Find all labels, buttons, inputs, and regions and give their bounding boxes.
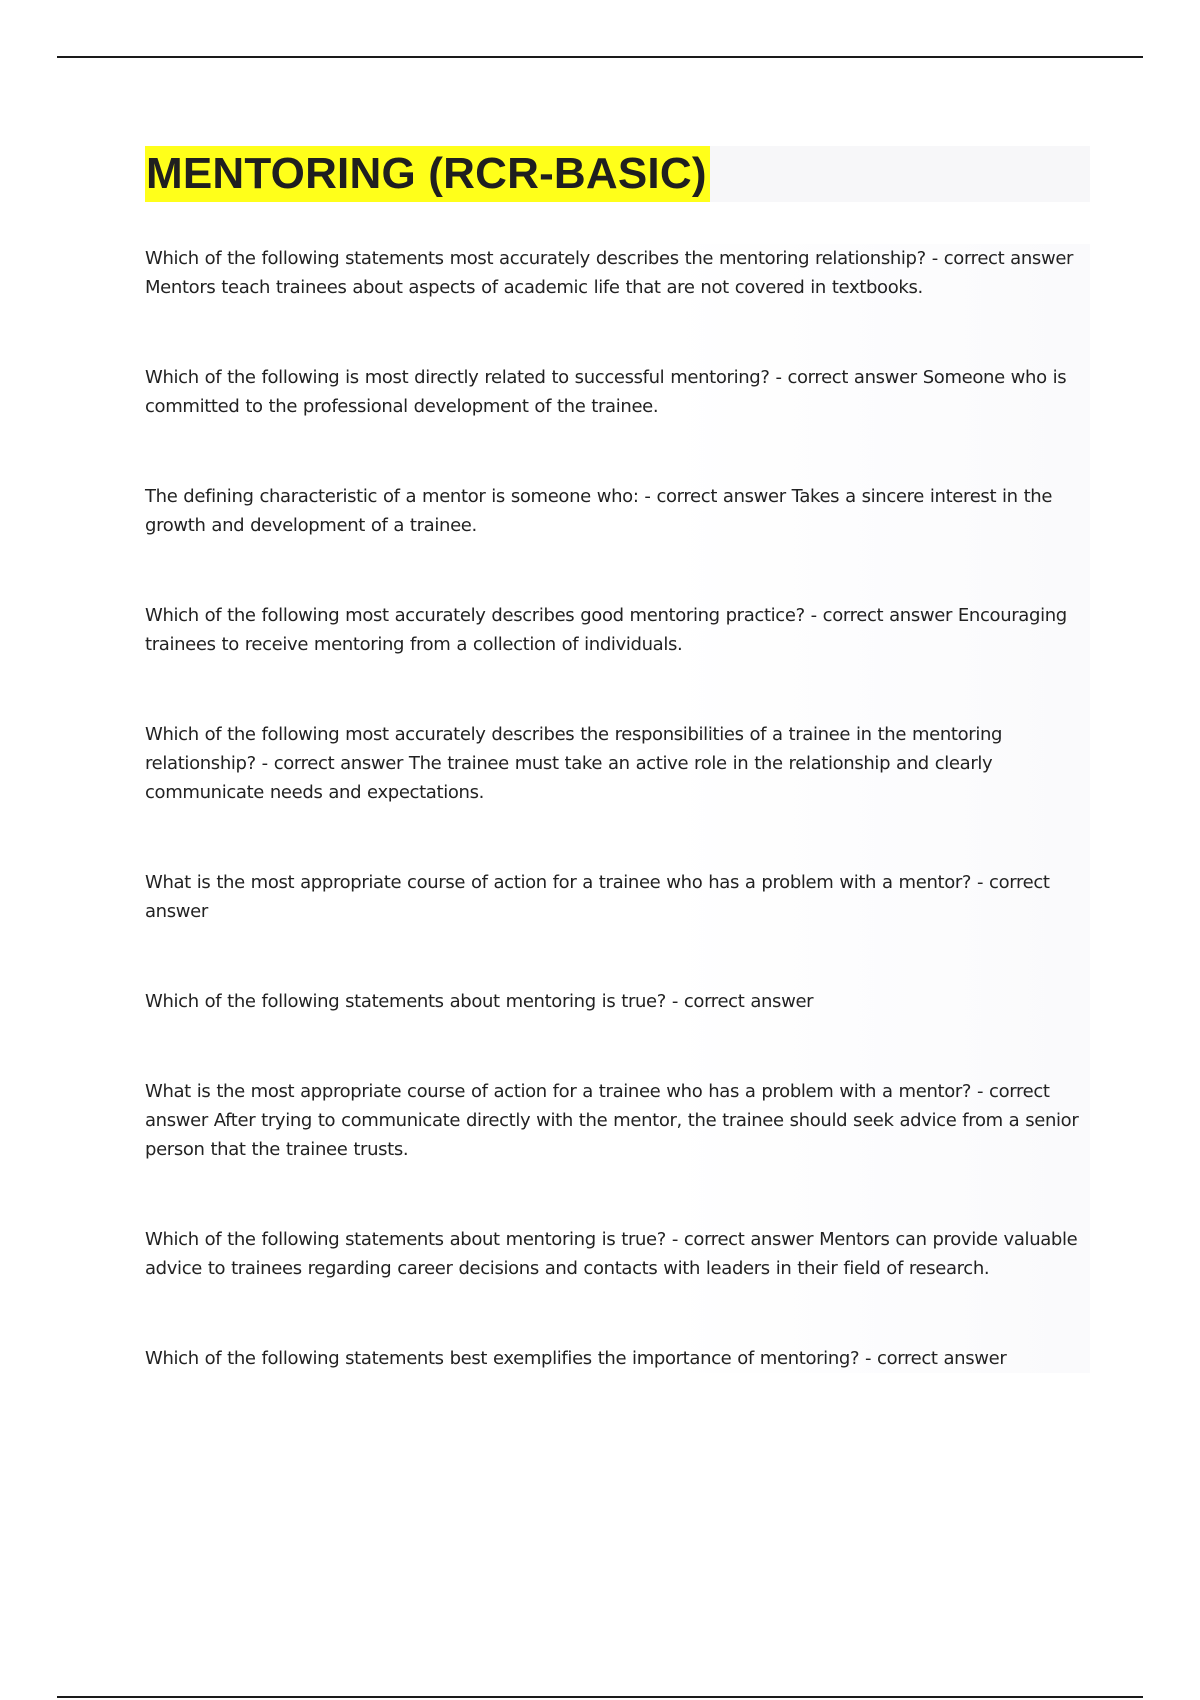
document-body <box>145 146 1090 1434</box>
qa-item: Which of the following statements best exemplifies the importance of mentoring? - correct answer <box>145 1348 1007 1369</box>
qa-item: Which of the following statements about mentoring is true? - correct answer Mentors can provide valuable advice to trainees regarding career decisions and contacts with leaders in their field of research. <box>145 1229 1078 1279</box>
title-bar <box>145 146 1090 202</box>
qa-item: Which of the following most accurately describes the responsibilities of a trainee in the mentoring relationship? - correct answer The trainee must take an active role in the relationship and clearly communicate needs and expectations. <box>145 724 1003 803</box>
qa-item: The defining characteristic of a mentor is someone who: - correct answer Takes a sincere interest in the growth and development of a trainee. <box>145 486 1053 536</box>
bottom-rule <box>57 1696 1143 1698</box>
qa-item: Which of the following is most directly related to successful mentoring? - correct answer Someone who is committed to the professional development of the trainee. <box>145 367 1067 417</box>
qa-item: What is the most appropriate course of action for a trainee who has a problem with a mentor? - correct answer <box>145 872 1050 922</box>
qa-list <box>145 244 1090 1373</box>
qa-item: What is the most appropriate course of action for a trainee who has a problem with a mentor? - correct answer After trying to communicate directly with the mentor, the trainee should seek advice from a senior person that the trainee trusts. <box>145 1081 1079 1160</box>
qa-item: Which of the following statements most accurately describes the mentoring relationship? - correct answer Mentors teach trainees about aspects of academic life that are not covered in textbooks. <box>145 248 1074 298</box>
top-rule <box>57 56 1143 58</box>
document-title: MENTORING (RCR-BASIC) <box>145 146 710 202</box>
qa-item: Which of the following statements about mentoring is true? - correct answer <box>145 991 814 1012</box>
qa-item: Which of the following most accurately describes good mentoring practice? - correct answer Encouraging trainees to receive mentoring from a collection of individuals. <box>145 605 1067 655</box>
